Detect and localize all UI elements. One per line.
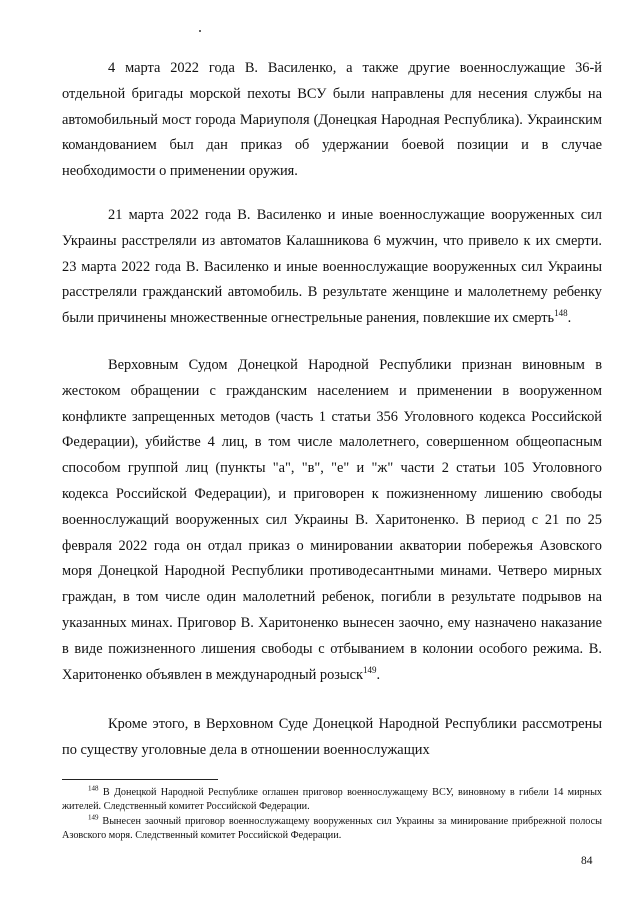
footnote-number: 148 (88, 784, 99, 793)
footnote-149 (62, 815, 602, 842)
footnote-ref-148[interactable]: 148 (554, 308, 568, 319)
footnote-148 (62, 786, 602, 813)
footnote-number: 149 (88, 813, 99, 822)
paragraph-2-text: 21 марта 2022 года В. Василенко и иные военнослужащие вооруженных сил Украины расстреляли из автоматов Калашникова 6 мужчин, что привело к их смерти. 23 марта 2022 года В. Василенко и иные военнослужащие вооруженных сил Украины расстреляли гражданский автомобиль. В результате женщине и малолетнему ребенку были причинены множественные огнестрельные ранения, повлекшие их смерть (62, 207, 602, 327)
footnote-text: В Донецкой Народной Республике оглашен приговор военнослужащему ВСУ, виновному в гибели 14 мирных жителей. Следственный комитет Российской Федерации. (62, 787, 603, 812)
paragraph-2-end: . (567, 310, 572, 327)
paragraph-2 (62, 203, 602, 332)
paragraph-3-end: . (376, 666, 381, 683)
paragraph-1 (62, 56, 602, 185)
footnote-separator (62, 779, 218, 780)
paragraph-3 (62, 353, 602, 688)
footnote-ref-149[interactable]: 149 (363, 664, 377, 675)
paragraph-3-text: Верховным Судом Донецкой Народной Республики признан виновным в жестоком обращении с гражданским населением и применении в вооруженном конфликте запрещенных методов (часть 1 статьи 356 Уголовного кодекса Российской Федерации), убийстве 4 лиц, в том числе малолетнего, совершенном общеопасным способом группой лиц (пункты "а", "в", "е" и "ж" части 2 статьи 105 Уголовного кодекса Российской Федерации), и приговорен к пожизненному лишению свободы военнослужащий вооруженных сил Украины В. Харитоненко. В период с 21 по 25 февраля 2022 года он отдал приказ о минировании акватории побережья Азовского моря Донецкой Народной Республики противодесантными минами. Четверо мирных граждан, в том числе один малолетний ребенок, погибли в результате подрывов на указанных минах. Приговор В. Харитоненко вынесен заочно, ему назначено наказание в виде пожизненного лишения свободы с отбыванием в колонии особого режима. В. Харитоненко объявлен в международный розыск (62, 357, 602, 683)
paragraph-1-text: 4 марта 2022 года В. Василенко, а также другие военнослужащие 36-й отдельной бригады морской пехоты ВСУ были направлены для несения службы на автомобильный мост города Мариуполя (Донецкая Народная Республика). Украинским командованием был дан приказ об удержании боевой позиции и в случае необходимости о применении оружия. (62, 60, 602, 180)
scan-speck (199, 30, 201, 32)
paragraph-4-text: Кроме этого, в Верховном Суде Донецкой Народной Республики рассмотрены по существу уголовные дела в отношении военнослужащих (62, 716, 602, 758)
footnote-text: Вынесен заочный приговор военнослужащему вооруженных сил Украины за минирование прибрежной полосы Азовского моря. Следственный комитет Российской Федерации. (62, 816, 603, 841)
paragraph-4 (62, 712, 602, 764)
page-number: 84 (581, 855, 593, 867)
